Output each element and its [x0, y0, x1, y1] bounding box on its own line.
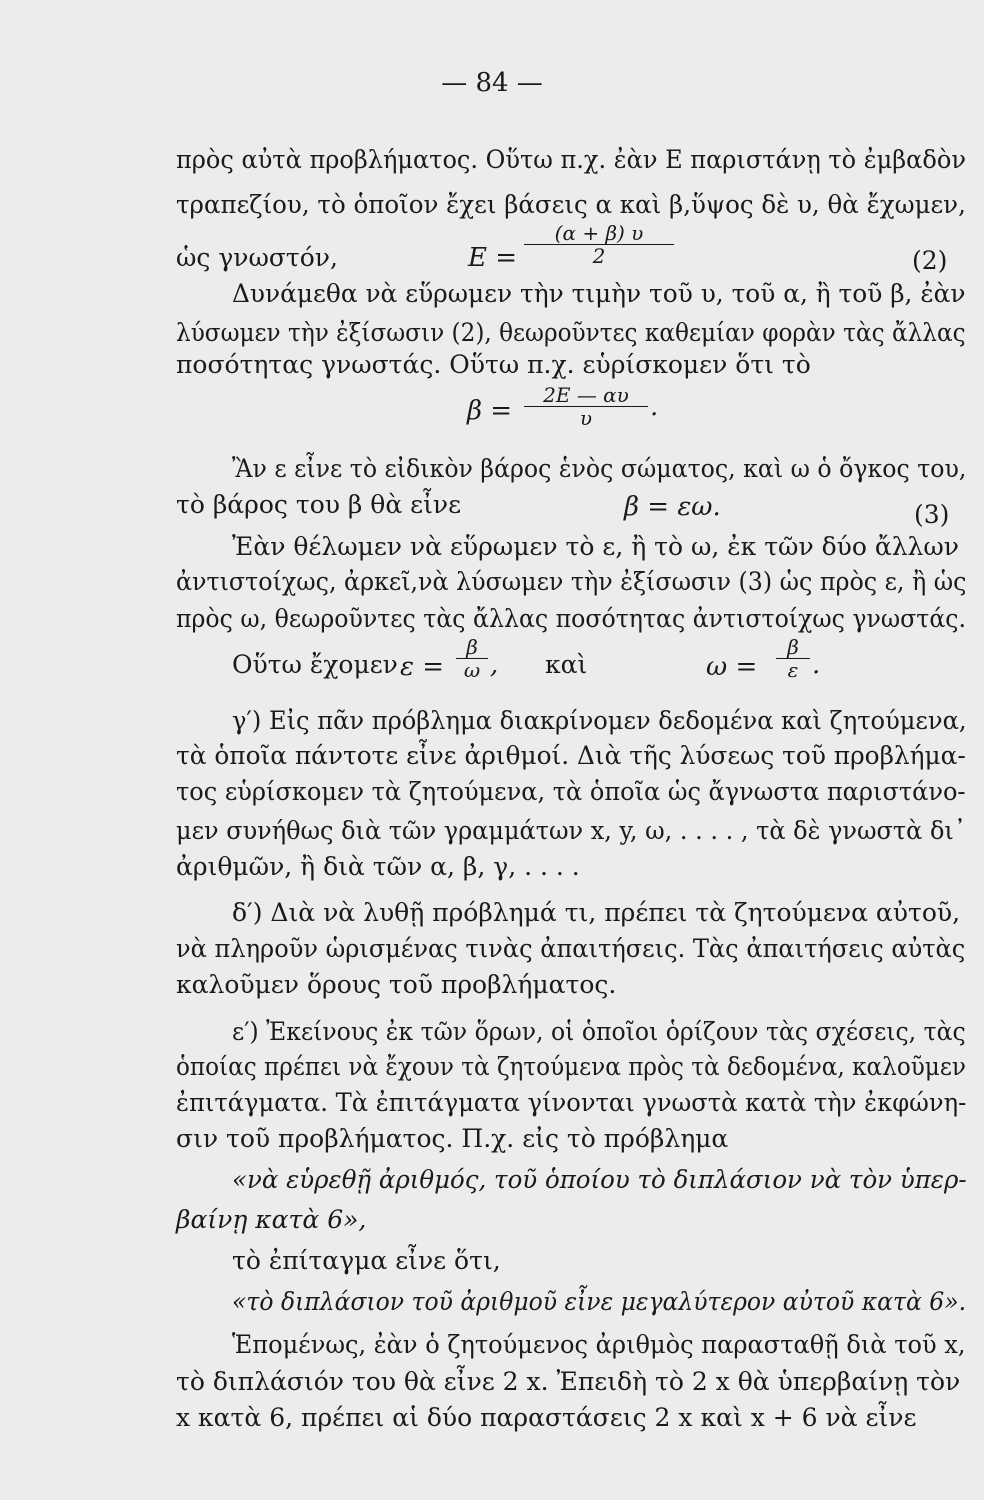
equation-epsilon-fraction [456, 636, 488, 681]
text-line: τραπεζίου, τὸ ὁποῖον ἔχει βάσεις α καὶ β,ὕψος δὲ υ, θὰ ἔχωμεν, [176, 190, 966, 219]
text-line: Οὕτω ἔχομεν [232, 650, 398, 679]
equation-2-fraction [524, 222, 674, 267]
text-line: τος εὑρίσκομεν τὰ ζητούμενα, τὰ ὁποῖα ὡς ἄγνωστα παριστάνο- [176, 777, 966, 806]
equation-omega-fraction [776, 636, 810, 681]
text-line: σιν τοῦ προβλήματος. Π.χ. εἰς τὸ πρόβλημα [176, 1124, 729, 1153]
text-line: πρὸς αὐτὰ προβλήματος. Οὕτω π.χ. ἐὰν E παριστάνῃ τὸ ἐμβαδὸν [176, 145, 966, 174]
equation-beta-fraction [524, 384, 648, 429]
equation-beta-lhs: β = [467, 396, 513, 426]
fraction-numerator: (α + β) υ [524, 222, 674, 245]
text-line: x κατὰ 6, πρέπει αἱ δύο παραστάσεις 2 x καὶ x + 6 νὰ εἶνε [176, 1403, 917, 1432]
text-line: δ′) Διὰ νὰ λυθῇ πρόβλημά τι, πρέπει τὰ ζητούμενα αὐτοῦ, [232, 898, 961, 927]
equation-3-tag: (3) [914, 500, 950, 529]
text-word: καὶ [545, 650, 588, 679]
text-line: καλοῦμεν ὅρους τοῦ προβλήματος. [176, 970, 617, 999]
text-line: τὸ βάρος του β θὰ εἶνε [176, 490, 462, 519]
quoted-statement: «τὸ διπλάσιον τοῦ ἀριθμοῦ εἶνε μεγαλύτερον αὐτοῦ κατὰ 6». [232, 1287, 967, 1316]
text-line: πρὸς ω, θεωροῦντες τὰς ἄλλας ποσότητας ἀντιστοίχως γνωστάς. [176, 604, 967, 633]
text-line: ἐπιτάγματα. Τὰ ἐπιτάγματα γίνονται γνωστὰ κατὰ τὴν ἐκφώνη- [176, 1088, 967, 1117]
equation-beta-trail: . [650, 392, 659, 422]
quoted-problem: «νὰ εὑρεθῇ ἀριθμός, τοῦ ὁποίου τὸ διπλάσιον νὰ τὸν ὑπερ- [232, 1165, 967, 1194]
text-line: Ἐὰν θέλωμεν νὰ εὕρωμεν τὸ ε, ἢ τὸ ω, ἐκ τῶν δύο ἄλλων [232, 532, 959, 561]
equation-3: β = εω. [624, 492, 721, 522]
fraction-denominator: ω [463, 658, 481, 682]
text-line: τὰ ὁποῖα πάντοτε εἶνε ἀριθμοί. Διὰ τῆς λύσεως τοῦ προβλήμα- [176, 741, 966, 770]
equation-2-lhs: E = [468, 243, 518, 273]
page-number: — 84 — [441, 68, 543, 98]
text-line: ὡς γνωστόν, [176, 243, 338, 272]
text-line: Δυνάμεθα νὰ εὕρωμεν τὴν τιμὴν τοῦ υ, τοῦ α, ἢ τοῦ β, ἐὰν [232, 279, 966, 308]
text-line: ἀριθμῶν, ἢ διὰ τῶν α, β, γ, . . . . [176, 852, 580, 881]
equation-omega-lhs: ω = [706, 652, 758, 682]
text-line: νὰ πληροῦν ὡρισμένας τινὰς ἀπαιτήσεις. Τὰς ἀπαιτήσεις αὐτὰς [176, 934, 966, 963]
text-line: ποσότητας γνωστάς. Οὕτω π.χ. εὑρίσκομεν ὅτι τὸ [176, 350, 811, 379]
text-line: τὸ διπλάσιόν του θὰ εἶνε 2 x. Ἐπειδὴ τὸ 2 x θὰ ὑπερβαίνῃ τὸν [176, 1367, 961, 1396]
fraction-numerator: β [456, 636, 488, 659]
equation-epsilon-lhs: ε = [400, 652, 445, 682]
fraction-denominator: 2 [592, 244, 606, 268]
equation-omega-trail: . [812, 650, 821, 680]
fraction-denominator: υ [579, 406, 593, 430]
text-line: λύσωμεν τὴν ἐξίσωσιν (2), θεωροῦντες καθεμίαν φορὰν τὰς ἄλλας [176, 318, 966, 347]
text-line: Ἂν ε εἶνε τὸ εἰδικὸν βάρος ἑνὸς σώματος, καὶ ω ὁ ὄγκος του, [232, 454, 967, 483]
quoted-problem: βαίνῃ κατὰ 6», [176, 1205, 367, 1234]
equation-2-tag: (2) [912, 246, 948, 275]
text-line: ἀντιστοίχως, ἀρκεῖ,νὰ λύσωμεν τὴν ἐξίσωσιν (3) ὡς πρὸς ε, ἢ ὡς [176, 567, 967, 596]
text-line: ὁποίας πρέπει νὰ ἔχουν τὰ ζητούμενα πρὸς τὰ δεδομένα, καλοῦμεν [176, 1052, 966, 1081]
text-line: ε′) Ἐκείνους ἐκ τῶν ὅρων, οἱ ὁποῖοι ὁρίζουν τὰς σχέσεις, τὰς [232, 1017, 966, 1046]
text-line: γ′) Εἰς πᾶν πρόβλημα διακρίνομεν δεδομένα καὶ ζητούμενα, [232, 706, 967, 735]
text-line: τὸ ἐπίταγμα εἶνε ὅτι, [232, 1246, 501, 1275]
fraction-denominator: ε [787, 658, 799, 682]
text-line: μεν συνήθως διὰ τῶν γραμμάτων x, y, ω, . . . . , τὰ δὲ γνωστὰ δι᾽ [176, 816, 966, 845]
fraction-numerator: 2E — αυ [524, 384, 648, 407]
text-line: Ἑπομένως, ἐὰν ὁ ζητούμενος ἀριθμὸς παρασταθῇ διὰ τοῦ x, [232, 1330, 966, 1359]
fraction-numerator: β [776, 636, 810, 659]
equation-epsilon-trail: , [490, 650, 499, 680]
